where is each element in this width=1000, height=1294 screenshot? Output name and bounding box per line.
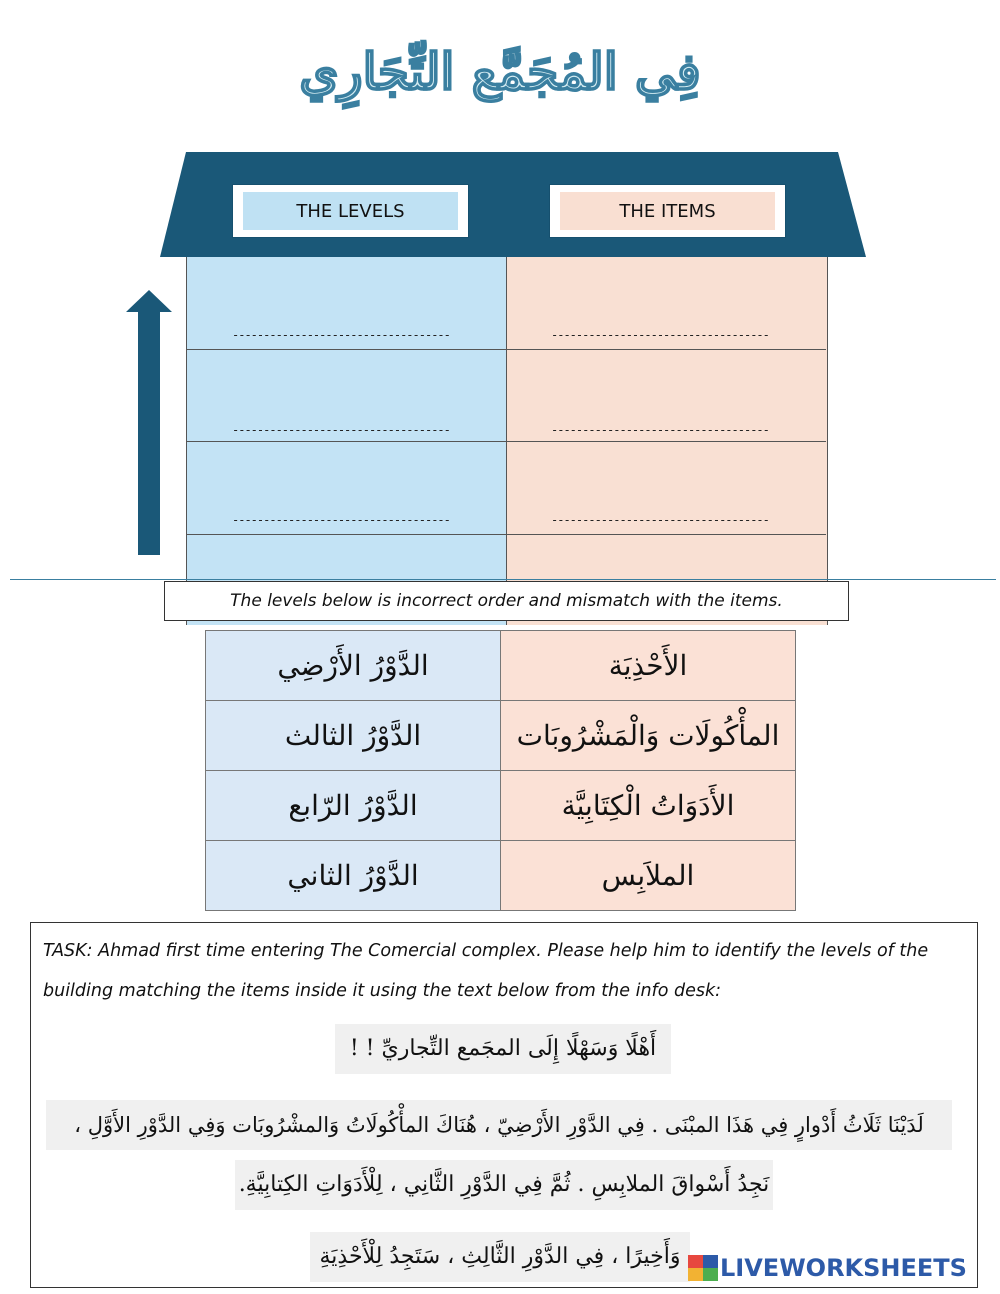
level-option[interactable]: الدَّوْرُ الثالث — [206, 701, 501, 771]
floor-divider — [186, 349, 826, 350]
item-option[interactable]: الأَحْذِيَة — [501, 631, 796, 701]
item-option[interactable]: الأَدَوَاتُ الْكِتَابِيَّة — [501, 771, 796, 841]
ground-line — [10, 579, 996, 580]
floor-divider — [186, 441, 826, 442]
table-row — [206, 631, 796, 701]
level-option[interactable]: الدَّوْرُ الرّابع — [206, 771, 501, 841]
task-description: TASK: Ahmad first time entering The Comercial complex. Please help him to identify the levels of the building matching the items inside it using the text below from the info desk: — [43, 941, 929, 1001]
table-row — [206, 771, 796, 841]
answer-blank-level-1[interactable]: ----------------------------------- — [232, 328, 450, 342]
items-header — [549, 184, 786, 238]
item-option[interactable]: المأْكُولَات وَالْمَشْرُوبَات — [501, 701, 796, 771]
liveworksheets-logo — [688, 1254, 967, 1282]
arabic-text-line-2: نَجِدُ أَسْواقَ الملابِسِ . ثُمَّ فِي الدَّوْرِ الثَّانِي ، لِلْأَدَوَاتِ الكِتابِيَّةِ. — [235, 1160, 773, 1210]
instruction-note: The levels below is incorrect order and mismatch with the items. — [164, 581, 849, 621]
answer-blank-item-1[interactable]: ----------------------------------- — [551, 328, 769, 342]
level-option[interactable]: الدَّوْرُ الأَرْضِي — [206, 631, 501, 701]
item-option[interactable]: الملاَبِس — [501, 841, 796, 911]
page-title: فِي المُجَمَّع التِّجَارِي — [299, 42, 701, 101]
levels-header — [232, 184, 469, 238]
arabic-greeting: أَهْلًا وَسَهْلًا إِلَى المجَمع التِّجاريِّ ! ! — [335, 1024, 671, 1074]
arabic-text-line-3: وَأَخِيرًا ، فِي الدَّوْرِ الثَّالِثِ ، سَتَجِدُ لِلْأَحْذِيَةِ — [310, 1232, 690, 1282]
matching-table — [205, 630, 796, 911]
table-row — [206, 701, 796, 771]
level-option[interactable]: الدَّوْرُ الثاني — [206, 841, 501, 911]
liveworksheets-logo-icon — [688, 1255, 718, 1281]
answer-blank-level-3[interactable]: ----------------------------------- — [232, 513, 450, 527]
items-header-label: THE ITEMS — [560, 192, 775, 230]
arabic-text-line-1: لَدَيْنَا ثَلَاثُ أَدْوارٍ فِي هَذَا المبْنَى . فِي الدَّوْرِ الأَرْضِيّ ، هُنَاكَ المأْكُولَاتُ وَالمشْرُوبَات وَفِي الدَّوْرِ الأَوَّلِ ، — [46, 1100, 952, 1150]
floor-divider — [186, 534, 826, 535]
liveworksheets-logo-text: LIVEWORKSHEETS — [720, 1254, 967, 1282]
answer-blank-item-2[interactable]: ----------------------------------- — [551, 423, 769, 437]
table-row — [206, 841, 796, 911]
levels-header-label: THE LEVELS — [243, 192, 458, 230]
answer-blank-item-3[interactable]: ----------------------------------- — [551, 513, 769, 527]
up-arrow-icon — [0, 0, 200, 600]
answer-blank-level-2[interactable]: ----------------------------------- — [232, 423, 450, 437]
